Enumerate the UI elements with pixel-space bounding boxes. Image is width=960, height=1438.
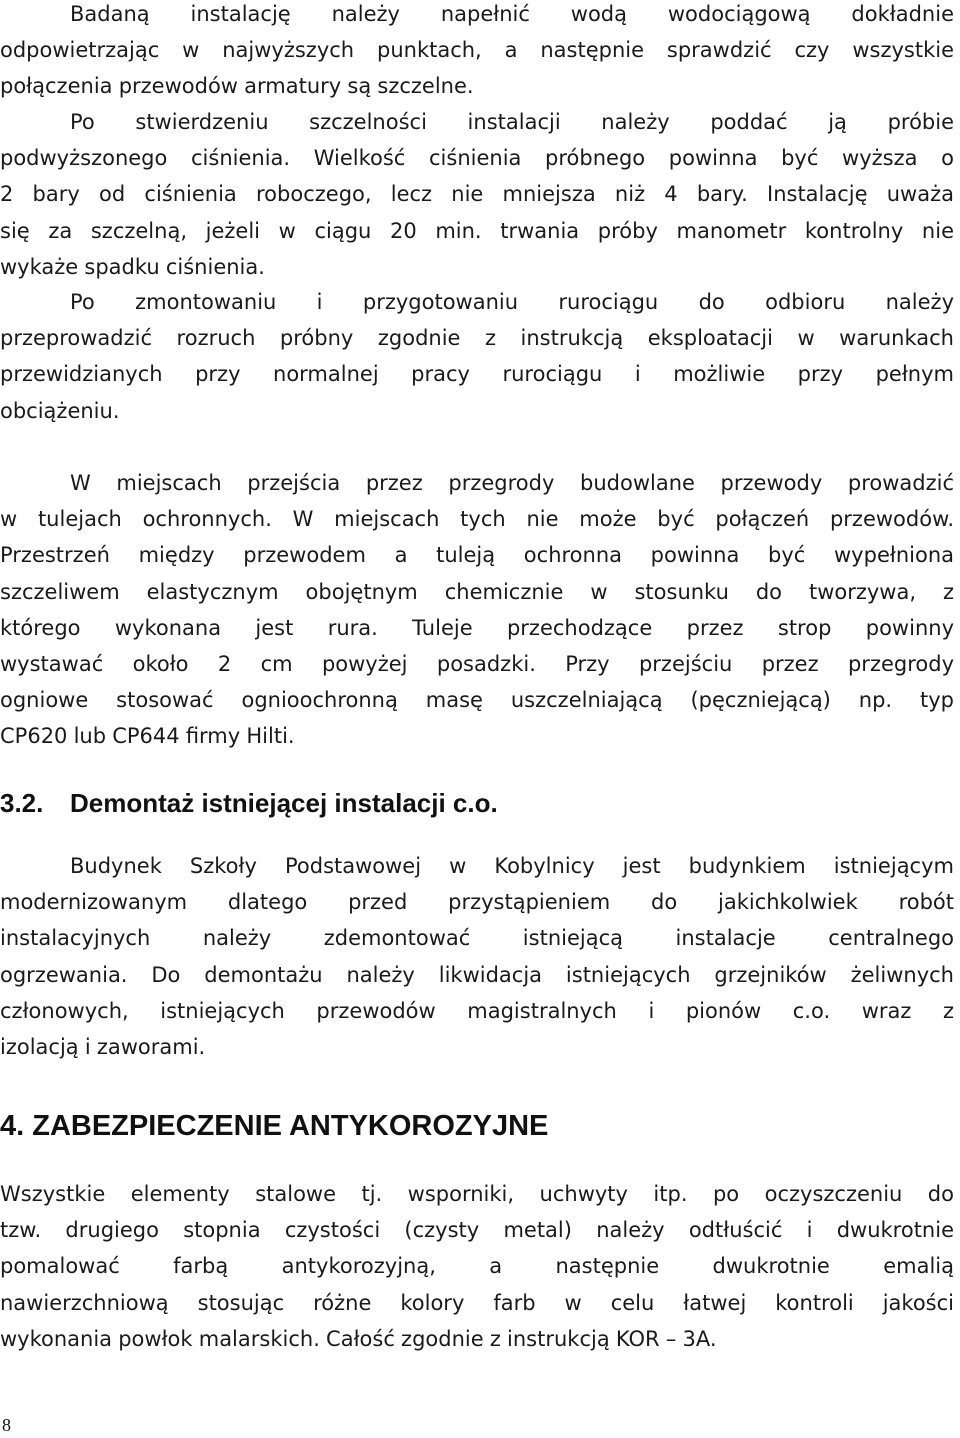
section-number: 3.2. [0, 788, 44, 818]
text-line: 2 bary od ciśnienia roboczego, lecz nie mniejsza niż 4 bary. Instalację uważa [0, 182, 954, 207]
text-line: nawierzchniową stosując różne kolory farb w celu łatwej kontroli jakości [0, 1290, 954, 1315]
text-line: wykaże spadku ciśnienia. [0, 254, 265, 279]
text-line: Przestrzeń między przewodem a tuleją ochronna powinna być wypełniona [0, 543, 954, 568]
text-line: wystawać około 2 cm powyżej posadzki. Przy przejściu przez przegrody [0, 652, 954, 677]
text-line: CP620 lub CP644 firmy Hilti. [0, 724, 295, 749]
paragraph-anticorrosion [0, 1176, 954, 1357]
text-line: podwyższonego ciśnienia. Wielkość ciśnienia próbnego powinna być wyższa o [0, 146, 954, 171]
text-line: pomalować farbą antykorozyjną, a następnie dwukrotnie emalią [0, 1254, 954, 1279]
text-line: szczeliwem elastycznym obojętnym chemicznie w stosunku do tworzywa, z [0, 579, 954, 604]
paragraph-trial-run [0, 284, 954, 429]
text-line: odpowietrzając w najwyższych punktach, a następnie sprawdzić czy wszystkie [0, 38, 954, 63]
section-heading-3-2 [0, 783, 498, 823]
text-line: ogniowe stosować ognioochronną masę uszczelniającą (pęczniejącą) np. typ [0, 688, 954, 713]
text-line: się za szczelną, jeżeli w ciągu 20 min. trwania próby manometr kontrolny nie [0, 218, 954, 243]
text-line: którego wykonana jest rura. Tuleje przechodzące przez strop powinny [0, 615, 954, 640]
text-line: Badaną instalację należy napełnić wodą wodociągową dokładnie [70, 2, 954, 26]
text-line: przeprowadzić rozruch próbny zgodnie z instrukcją eksploatacji w warunkach [0, 326, 954, 351]
text-line: modernizowanym dlatego przed przystąpieniem do jakichkolwiek robót [0, 890, 954, 915]
text-line: Wszystkie elementy stalowe tj. wsporniki, uchwyty itp. po oczyszczeniu do [0, 1182, 954, 1206]
text-line: Budynek Szkoły Podstawowej w Kobylnicy jest budynkiem istniejącym [70, 854, 954, 878]
page-number: 8 [2, 1415, 11, 1435]
text-line: W miejscach przejścia przez przegrody budowlane przewody prowadzić [70, 471, 954, 495]
text-line: członowych, istniejących przewodów magistralnych i pionów c.o. wraz z [0, 998, 954, 1023]
paragraph-pressure-test [0, 104, 954, 285]
paragraph-fill-water [0, 0, 954, 105]
text-line: wykonania powłok malarskich. Całość zgodnie z instrukcją KOR – 3A. [0, 1326, 717, 1351]
section-title: Demontaż istniejącej instalacji c.o. [70, 788, 498, 818]
paragraph-demolition [0, 848, 954, 1065]
text-line: przewidzianych przy normalnej pracy rurociągu i możliwie przy pełnym [0, 362, 954, 387]
text-line: Po stwierdzeniu szczelności instalacji należy poddać ją próbie [70, 110, 954, 134]
paragraph-wall-passages [0, 465, 954, 755]
text-line: obciążeniu. [0, 398, 120, 423]
text-line: izolacją i zaworami. [0, 1035, 206, 1060]
text-line: w tulejach ochronnych. W miejscach tych nie może być połączeń przewodów. [0, 507, 954, 532]
section-heading-4: 4. ZABEZPIECZENIE ANTYKOROZYJNE [0, 1110, 549, 1142]
text-line: instalacyjnych należy zdemontować istniejącą instalacje centralnego [0, 926, 954, 951]
text-line: Po zmontowaniu i przygotowaniu rurociągu do odbioru należy [70, 290, 954, 314]
text-line: ogrzewania. Do demontażu należy likwidacja istniejących grzejników żeliwnych [0, 962, 954, 987]
text-line: tzw. drugiego stopnia czystości (czysty metal) należy odtłuścić i dwukrotnie [0, 1218, 954, 1243]
text-line: połączenia przewodów armatury są szczelne. [0, 74, 474, 99]
